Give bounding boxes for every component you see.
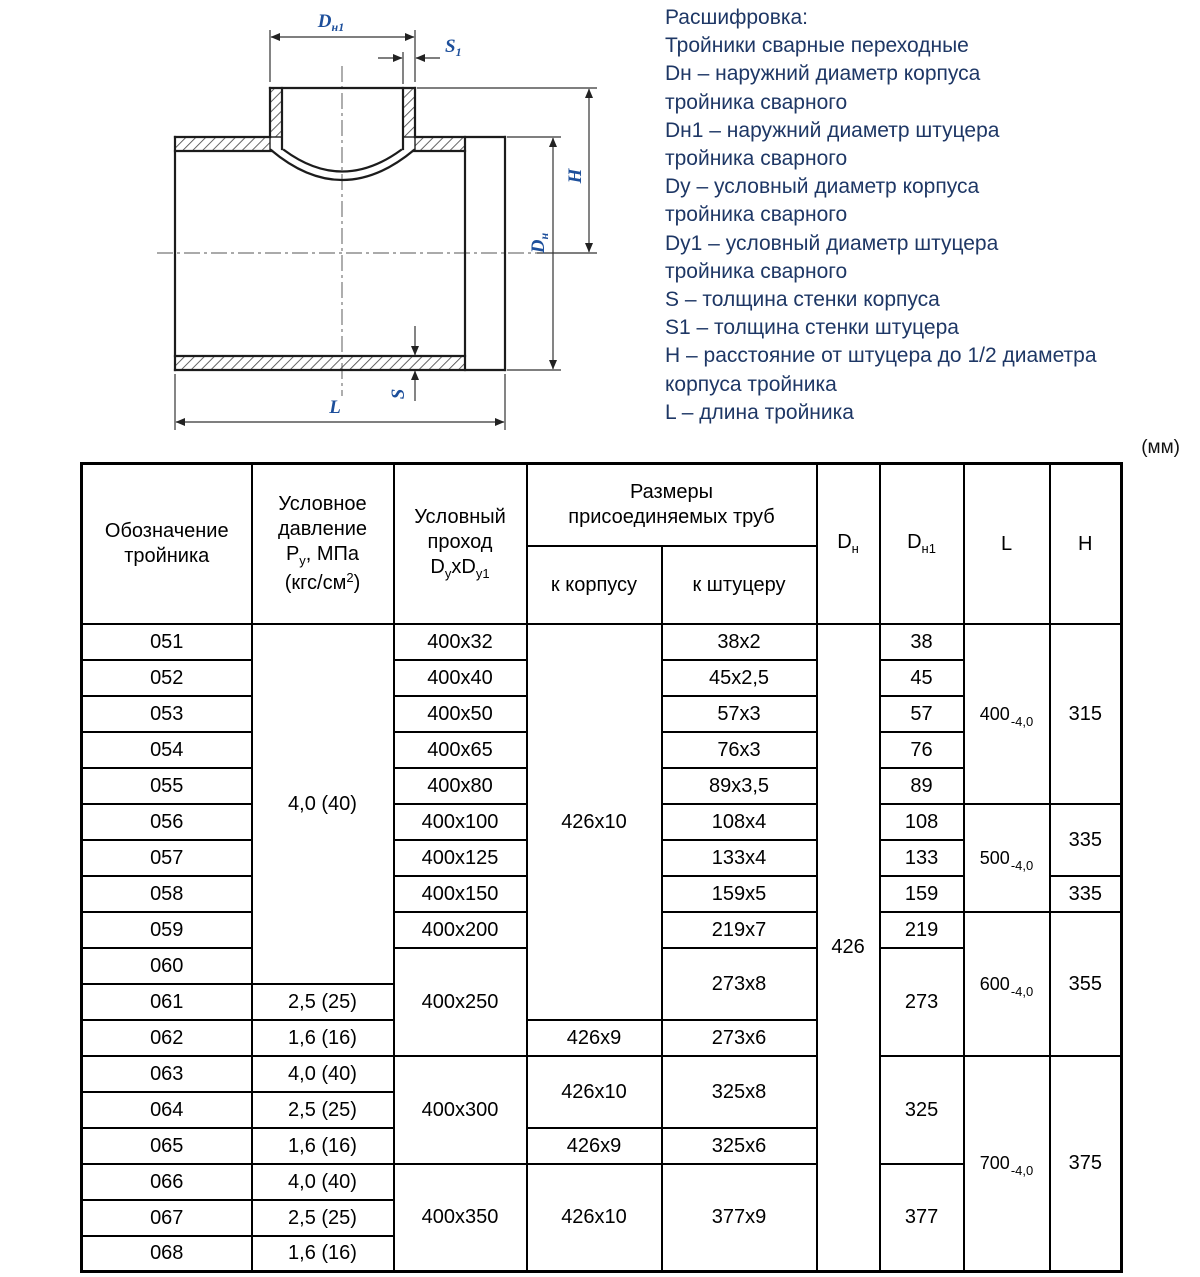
header-connected-pipes: Размеры присоединяемых труб xyxy=(527,464,817,546)
cell-pass-052: 400x40 xyxy=(394,660,527,696)
cell-pass-053: 400x50 xyxy=(394,696,527,732)
header-dn1: $D_{н1}$ xyxy=(880,464,964,624)
cell-korpus-066-068: 426x10 xyxy=(527,1164,662,1272)
legend-line: тройника сварного xyxy=(665,203,848,227)
cell-h-063-068: 375 xyxy=(1050,1056,1122,1272)
legend-line: Dн – наружний диаметр корпуса xyxy=(665,62,981,86)
cell-des-058: 058 xyxy=(82,876,252,912)
dim-label-h: H xyxy=(565,168,586,184)
dim-label-s1: $S_1$ xyxy=(445,36,462,59)
cell-stutzer-057: 133x4 xyxy=(662,840,817,876)
cell-des-052: 052 xyxy=(82,660,252,696)
cell-des-065: 065 xyxy=(82,1128,252,1164)
dim-label-dn1: $D_{н1}$ xyxy=(317,11,345,34)
legend-line: S – толщина стенки корпуса xyxy=(665,288,940,312)
legend-line: Тройники сварные переходные xyxy=(665,34,969,58)
legend xyxy=(665,4,1185,427)
cell-stutzer-056: 108x4 xyxy=(662,804,817,840)
cell-pass-056: 400x100 xyxy=(394,804,527,840)
legend-line: L – длина тройника xyxy=(665,400,854,424)
cell-h-056-057: 335 xyxy=(1050,804,1122,876)
cell-h-058: 335 xyxy=(1050,876,1122,912)
dim-s1 xyxy=(378,52,440,84)
cell-des-068: 068 xyxy=(82,1236,252,1272)
cell-h-051-055: 315 xyxy=(1050,624,1122,804)
cell-des-059: 059 xyxy=(82,912,252,948)
cell-l-056-058: $500_{-4,0}$ xyxy=(964,804,1050,912)
cell-des-064: 064 xyxy=(82,1092,252,1128)
cell-stutzer-063-064: 325x8 xyxy=(662,1056,817,1128)
cell-h-059-062: 355 xyxy=(1050,912,1122,1056)
dimensions-table xyxy=(80,462,1123,1273)
header-to-body: к корпусу xyxy=(527,546,662,624)
cell-dn1-055: 89 xyxy=(880,768,964,804)
cell-dn1-056: 108 xyxy=(880,804,964,840)
cell-stutzer-059: 219x7 xyxy=(662,912,817,948)
legend-line: Dу1 – условный диаметр штуцера xyxy=(665,231,999,255)
cell-pass-060-062: 400x250 xyxy=(394,948,527,1056)
cell-dn1-060-062: 273 xyxy=(880,948,964,1056)
legend-line: тройника сварного xyxy=(665,147,848,171)
cell-stutzer-058: 159x5 xyxy=(662,876,817,912)
cell-stutzer-052: 45x2,5 xyxy=(662,660,817,696)
cell-pass-066-068: 400x350 xyxy=(394,1164,527,1272)
cell-pressure-068: 1,6 (16) xyxy=(252,1236,394,1272)
cell-stutzer-051: 38x2 xyxy=(662,624,817,660)
header-l: L xyxy=(964,464,1050,624)
cell-dn1-058: 159 xyxy=(880,876,964,912)
cell-des-054: 054 xyxy=(82,732,252,768)
cell-des-053: 053 xyxy=(82,696,252,732)
cell-pressure-066: 4,0 (40) xyxy=(252,1164,394,1200)
cell-des-055: 055 xyxy=(82,768,252,804)
hatched-walls xyxy=(175,88,465,370)
legend-title: Расшифровка: xyxy=(665,6,809,29)
header-pressure: Условное давление $P_у$, МПа $(кгс/см^2)$ xyxy=(252,464,394,624)
cell-pressure-063: 4,0 (40) xyxy=(252,1056,394,1092)
cell-korpus-065: 426x9 xyxy=(527,1128,662,1164)
cell-stutzer-054: 76x3 xyxy=(662,732,817,768)
cell-stutzer-065: 325x6 xyxy=(662,1128,817,1164)
cell-des-056: 056 xyxy=(82,804,252,840)
header-to-branch: к штуцеру xyxy=(662,546,817,624)
legend-line: Dн1 – наружний диаметр штуцера xyxy=(665,118,1000,142)
cell-dn1-052: 45 xyxy=(880,660,964,696)
dim-label-l: L xyxy=(329,397,341,418)
cell-des-063: 063 xyxy=(82,1056,252,1092)
header-dn: $D_н$ xyxy=(817,464,880,624)
cell-pass-057: 400x125 xyxy=(394,840,527,876)
legend-line: S1 – толщина стенки штуцера xyxy=(665,316,959,340)
header-nominal-bore: Условный проход $D_уxD_{у1}$ xyxy=(394,464,527,624)
cell-dn1-066-068: 377 xyxy=(880,1164,964,1272)
cell-dn1-057: 133 xyxy=(880,840,964,876)
cell-des-062: 062 xyxy=(82,1020,252,1056)
cell-pass-054: 400x65 xyxy=(394,732,527,768)
cell-pressure-062: 1,6 (16) xyxy=(252,1020,394,1056)
cell-pressure-061: 2,5 (25) xyxy=(252,984,394,1020)
cell-pass-058: 400x150 xyxy=(394,876,527,912)
legend-line: тройника сварного xyxy=(665,90,848,114)
cell-dn1-063-065: 325 xyxy=(880,1056,964,1164)
cell-des-067: 067 xyxy=(82,1200,252,1236)
cell-korpus-062: 426x9 xyxy=(527,1020,662,1056)
cell-des-060: 060 xyxy=(82,948,252,984)
cell-pressure-064: 2,5 (25) xyxy=(252,1092,394,1128)
cell-dn1-053: 57 xyxy=(880,696,964,732)
cell-dn1-054: 76 xyxy=(880,732,964,768)
units-label: (мм) xyxy=(1141,437,1180,458)
legend-line: корпуса тройника xyxy=(665,372,837,396)
cell-pass-059: 400x200 xyxy=(394,912,527,948)
header-h: H xyxy=(1050,464,1122,624)
cell-pass-055: 400x80 xyxy=(394,768,527,804)
legend-line: Dу – условный диаметр корпуса xyxy=(665,175,980,199)
cell-pressure-065: 1,6 (16) xyxy=(252,1128,394,1164)
cell-korpus-063-064: 426x10 xyxy=(527,1056,662,1128)
cell-dn1-051: 38 xyxy=(880,624,964,660)
cell-l-059-062: $600_{-4,0}$ xyxy=(964,912,1050,1056)
table-row xyxy=(82,624,1122,660)
cell-des-057: 057 xyxy=(82,840,252,876)
cell-stutzer-060-061: 273x8 xyxy=(662,948,817,1020)
cell-pass-051: 400x32 xyxy=(394,624,527,660)
cell-l-051-055: $400_{-4,0}$ xyxy=(964,624,1050,804)
header-designation: Обозначение тройника xyxy=(82,464,252,624)
legend-line: тройника сварного xyxy=(665,259,848,283)
table-row xyxy=(82,1056,1122,1092)
cell-pressure-051-060: 4,0 (40) xyxy=(252,624,394,984)
cell-stutzer-066-068: 377x9 xyxy=(662,1164,817,1272)
cell-dn-all: 426 xyxy=(817,624,880,1272)
tee-outline xyxy=(175,88,505,370)
cell-l-063-068: $700_{-4,0}$ xyxy=(964,1056,1050,1272)
dim-label-s: S xyxy=(388,388,409,400)
cell-dn1-059: 219 xyxy=(880,912,964,948)
cell-pressure-067: 2,5 (25) xyxy=(252,1200,394,1236)
cell-des-061: 061 xyxy=(82,984,252,1020)
dim-label-dn: $D_н$ xyxy=(528,232,551,254)
tee-technical-drawing xyxy=(95,0,655,450)
cell-des-066: 066 xyxy=(82,1164,252,1200)
cell-stutzer-053: 57x3 xyxy=(662,696,817,732)
cell-pass-063-065: 400x300 xyxy=(394,1056,527,1164)
cell-stutzer-062: 273x6 xyxy=(662,1020,817,1056)
center-lines xyxy=(157,66,537,396)
legend-line: H – расстояние от штуцера до 1/2 диаметра xyxy=(665,344,1097,368)
cell-stutzer-055: 89x3,5 xyxy=(662,768,817,804)
cell-des-051: 051 xyxy=(82,624,252,660)
table-header-row xyxy=(82,464,1122,546)
cell-korpus-051-061: 426x10 xyxy=(527,624,662,1020)
